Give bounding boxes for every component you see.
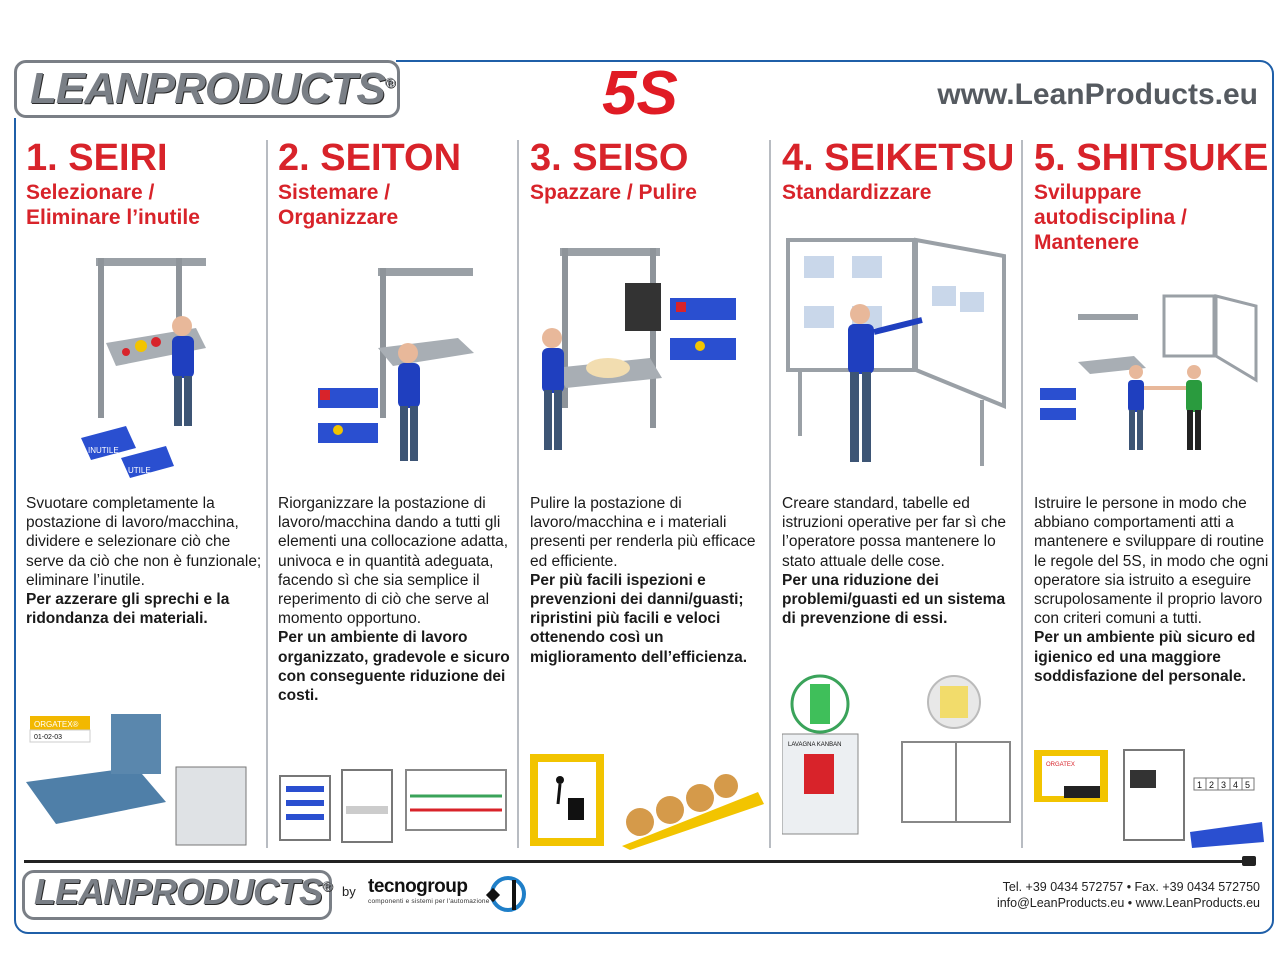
leanproducts-logo: LEANPRODUCTS® — [12, 58, 396, 118]
step-seiketsu — [782, 138, 1018, 848]
number-signs — [1194, 778, 1254, 790]
contact-phone-fax: Tel. +39 0434 572757 • Fax. +39 0434 572750 — [1002, 880, 1260, 894]
workstation-illustration — [26, 248, 262, 488]
step-description: Riorganizzare la postazione di lavoro/macchina dando a tutti gli elementi una collocazione adatta, univoca e in quantità adeguata, facendo sì che sia semplice il reperimento di ciò che serve al momento opportuno. Per un ambiente di lavoro organizzato, gradevole e sicuro con conseguente riduzione dei costi. — [278, 495, 510, 705]
column-divider — [266, 140, 268, 848]
footer-divider — [24, 860, 1250, 863]
team-illustration — [1034, 288, 1270, 488]
svg-text:5: 5 — [1245, 780, 1251, 790]
location-code: 01-02-03 — [34, 734, 63, 741]
step-seiri — [26, 138, 262, 848]
footer-divider-cap — [1242, 856, 1256, 866]
step-description: Istruire le persone in modo che abbiano comportamenti atti a mantenere e sviluppare di routine le regole del 5S, in modo che ogni operatore sia istruito a eseguire scrupolosamente il proprio lavoro con criteri comuni a tutti. Per un ambiente più sicuro ed igienico ed una maggiore soddisfazione del personale. — [1034, 495, 1269, 685]
leanproducts-logo-footer: LEANPRODUCTS® — [20, 868, 332, 920]
contact-email-web[interactable]: info@LeanProducts.eu • www.LeanProducts.eu — [996, 896, 1260, 910]
svg-text:3: 3 — [1221, 780, 1227, 790]
step-title: 3. SEISO — [530, 137, 689, 179]
product-photos — [278, 766, 514, 850]
step-subtitle: Sviluppare autodisciplina / Mantenere — [1034, 181, 1187, 254]
step-seiso — [530, 138, 766, 848]
inutile-label: INUTILE — [88, 446, 119, 455]
orgatex-label: ORGATEX® — [34, 720, 79, 729]
workstation-illustration — [530, 228, 766, 488]
svg-text:2: 2 — [1209, 780, 1215, 790]
tecnogroup-tagline: componenti e sistemi per l'automazione — [368, 898, 490, 905]
tecnogroup-logo: tecnogroup — [368, 876, 468, 897]
product-photos — [26, 712, 262, 850]
page-title: 5S — [602, 59, 678, 128]
step-shitsuke — [1034, 138, 1270, 848]
svg-text:4: 4 — [1233, 780, 1239, 790]
step-description: Pulire la postazione di lavoro/macchina e i materiali presenti per renderla più efficace ed efficiente. Per più facili ispezioni e prevenzioni dei danni/guasti; ripristini più facili e veloci ottenendo così un miglioramento dell’efficienza. — [530, 495, 756, 666]
website-url[interactable]: www.LeanProducts.eu — [937, 78, 1258, 111]
orgatex-label: ORGATEX — [1046, 762, 1075, 768]
step-title: 2. SEITON — [278, 137, 462, 179]
product-photos — [1034, 742, 1270, 850]
svg-text:1: 1 — [1197, 780, 1203, 790]
step-subtitle: Sistemare / Organizzare — [278, 181, 399, 229]
product-photos — [530, 752, 766, 850]
step-subtitle: Selezionare / Eliminare l’inutile — [26, 181, 200, 229]
whiteboard-illustration — [782, 236, 1018, 488]
by-label: by — [342, 884, 356, 899]
step-subtitle: Spazzare / Pulire — [530, 181, 697, 204]
step-subtitle: Standardizzare — [782, 181, 932, 204]
step-title: 4. SEIKETSU — [782, 137, 1015, 179]
step-title: 5. SHITSUKE — [1034, 137, 1269, 179]
product-photos — [782, 674, 1018, 850]
step-title: 1. SEIRI — [26, 137, 168, 179]
tg-logo-icon — [480, 870, 532, 920]
utile-label: UTILE — [128, 466, 151, 475]
step-description: Creare standard, tabelle ed istruzioni operative per far sì che l’operatore possa mantenere lo stato attuale delle cose. Per una riduzione dei problemi/guasti ed un sistema di prevenzione di essi. — [782, 495, 1006, 628]
kanban-board-label: LAVAGNA KANBAN — [788, 742, 842, 748]
workstation-illustration — [278, 248, 514, 488]
step-seiton — [278, 138, 514, 848]
step-description: Svuotare completamente la postazione di lavoro/macchina, dividere e selezionare ciò che serve da ciò che non è funzionale; eliminare l’inutile. Per azzerare gli sprechi e la ridondanza dei materiali. — [26, 495, 262, 628]
